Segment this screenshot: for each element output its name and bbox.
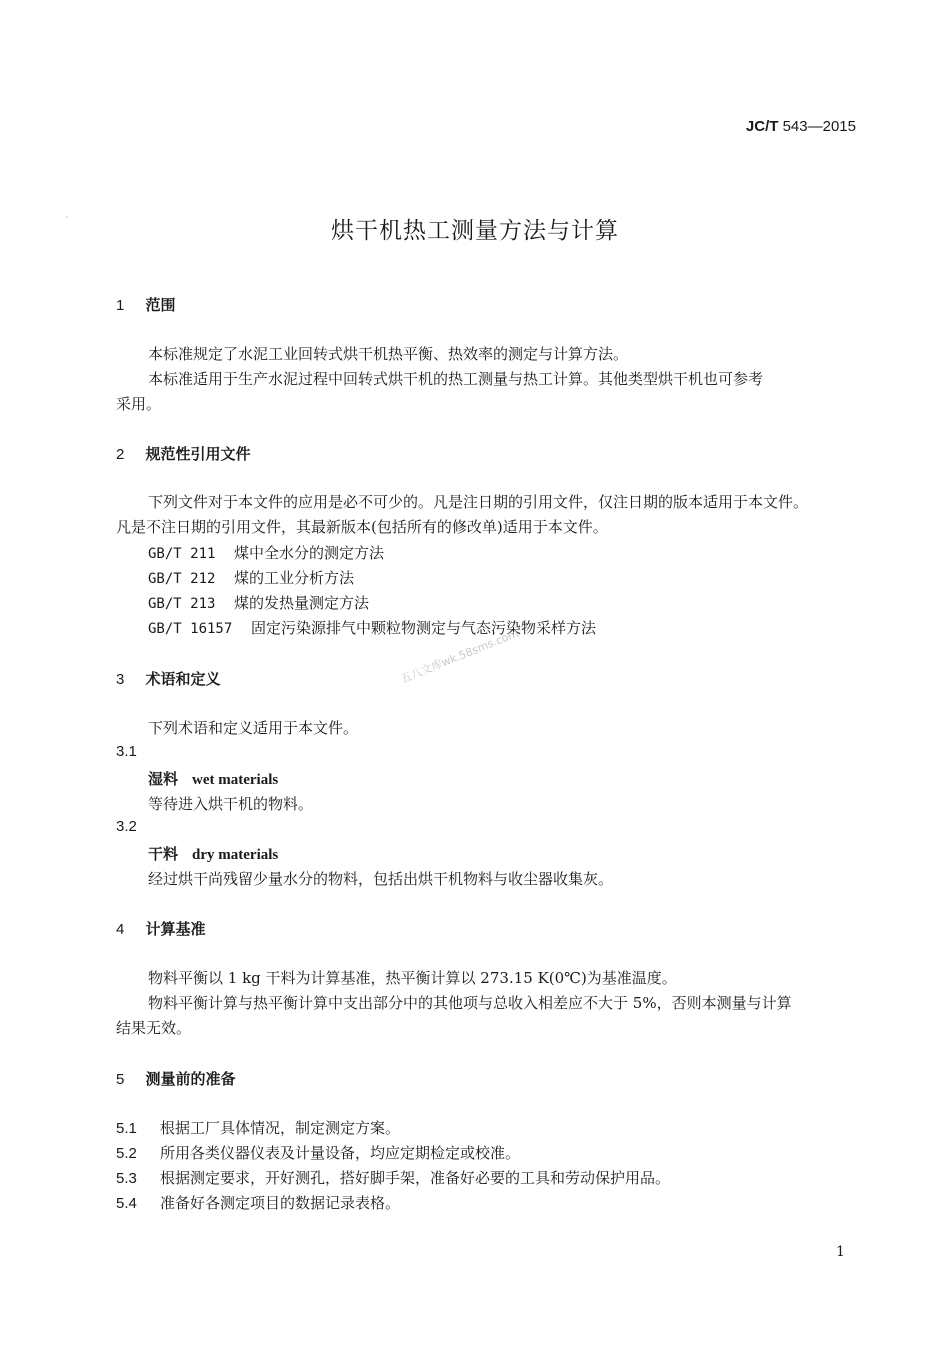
section-number: 4 xyxy=(116,921,125,938)
paragraph: 物料平衡计算与热平衡计算中支出部分中的其他项与总收入相差应不大于 5%，否则本测量与计算 xyxy=(148,994,792,1012)
list-item-text: 根据测定要求，开好测孔，搭好脚手架，准备好必要的工具和劳动保护用品。 xyxy=(160,1169,671,1187)
reference-name: 煤中全水分的测定方法 xyxy=(234,544,385,562)
term-chinese: 干料 xyxy=(148,845,179,863)
reference-item xyxy=(148,592,369,613)
reference-item xyxy=(148,567,354,588)
section-title: 术语和定义 xyxy=(145,670,221,688)
section-number: 5 xyxy=(116,1071,125,1088)
term-definition: 等待进入烘干机的物料。 xyxy=(148,795,314,813)
paragraph-continuation: 凡是不注日期的引用文件，其最新版本(包括所有的修改单)适用于本文件。 xyxy=(116,518,608,536)
list-item xyxy=(116,1192,400,1213)
list-item xyxy=(116,1117,400,1138)
reference-name: 固定污染源排气中颗粒物测定与气态污染物采样方法 xyxy=(251,619,597,637)
list-item-number: 5.4 xyxy=(116,1195,137,1212)
section-title: 计算基准 xyxy=(145,920,206,938)
section-heading-5 xyxy=(116,1068,235,1089)
paragraph: 下列术语和定义适用于本文件。 xyxy=(148,719,359,737)
list-item xyxy=(116,1142,520,1163)
term-number: 3.1 xyxy=(116,743,137,760)
reference-name: 煤的发热量测定方法 xyxy=(234,594,370,612)
term-heading xyxy=(148,768,278,789)
paragraph: 本标准适用于生产水泥过程中回转式烘干机的热工测量与热工计算。其他类型烘干机也可参考 xyxy=(148,370,764,388)
standard-code-prefix: JC/T xyxy=(745,118,779,135)
scan-speck xyxy=(66,216,68,218)
section-heading-2 xyxy=(116,443,250,464)
section-number: 3 xyxy=(116,671,125,688)
reference-code: GB/T 211 xyxy=(148,546,216,562)
term-number: 3.2 xyxy=(116,818,137,835)
section-heading-1 xyxy=(116,294,175,315)
term-chinese: 湿料 xyxy=(148,770,179,788)
section-title: 范围 xyxy=(145,296,176,314)
paragraph: 下列文件对于本文件的应用是必不可少的。凡是注日期的引用文件，仅注日期的版本适用于本文件。 xyxy=(148,493,809,511)
paragraph-continuation: 采用。 xyxy=(116,395,162,413)
list-item-text: 根据工厂具体情况，制定测定方案。 xyxy=(160,1119,401,1137)
paragraph-continuation: 结果无效。 xyxy=(116,1019,192,1037)
section-number: 1 xyxy=(116,297,125,314)
reference-item xyxy=(148,617,596,638)
reference-item xyxy=(148,542,384,563)
section-title: 测量前的准备 xyxy=(145,1070,236,1088)
term-english: dry materials xyxy=(192,847,279,863)
list-item xyxy=(116,1167,670,1188)
paragraph: 物料平衡以 1 kg 干料为计算基准，热平衡计算以 273.15 K(0℃)为基准温度。 xyxy=(148,969,677,987)
term-definition: 经过烘干尚残留少量水分的物料，包括出烘干机物料与收尘器收集灰。 xyxy=(148,870,614,888)
section-title: 规范性引用文件 xyxy=(145,445,251,463)
list-item-number: 5.1 xyxy=(116,1120,137,1137)
list-item-text: 所用各类仪器仪表及计量设备，均应定期检定或校准。 xyxy=(160,1144,521,1162)
reference-name: 煤的工业分析方法 xyxy=(234,569,355,587)
section-heading-4 xyxy=(116,918,205,939)
section-number: 2 xyxy=(116,446,125,463)
standard-code-number: 543—2015 xyxy=(782,118,856,135)
paragraph: 本标准规定了水泥工业回转式烘干机热平衡、热效率的测定与计算方法。 xyxy=(148,345,629,363)
reference-code: GB/T 213 xyxy=(148,596,216,612)
list-item-number: 5.2 xyxy=(116,1145,137,1162)
list-item-number: 5.3 xyxy=(116,1170,137,1187)
term-heading xyxy=(148,843,278,864)
document-title: 烘干机热工测量方法与计算 xyxy=(331,218,619,244)
watermark: 五八文库wk.58sms.com xyxy=(398,626,521,686)
term-english: wet materials xyxy=(192,772,279,788)
page-number: 1 xyxy=(836,1244,845,1260)
standard-code xyxy=(746,118,856,135)
list-item-text: 准备好各测定项目的数据记录表格。 xyxy=(160,1194,401,1212)
reference-code: GB/T 212 xyxy=(148,571,216,587)
section-heading-3 xyxy=(116,668,220,689)
reference-code: GB/T 16157 xyxy=(148,621,233,637)
